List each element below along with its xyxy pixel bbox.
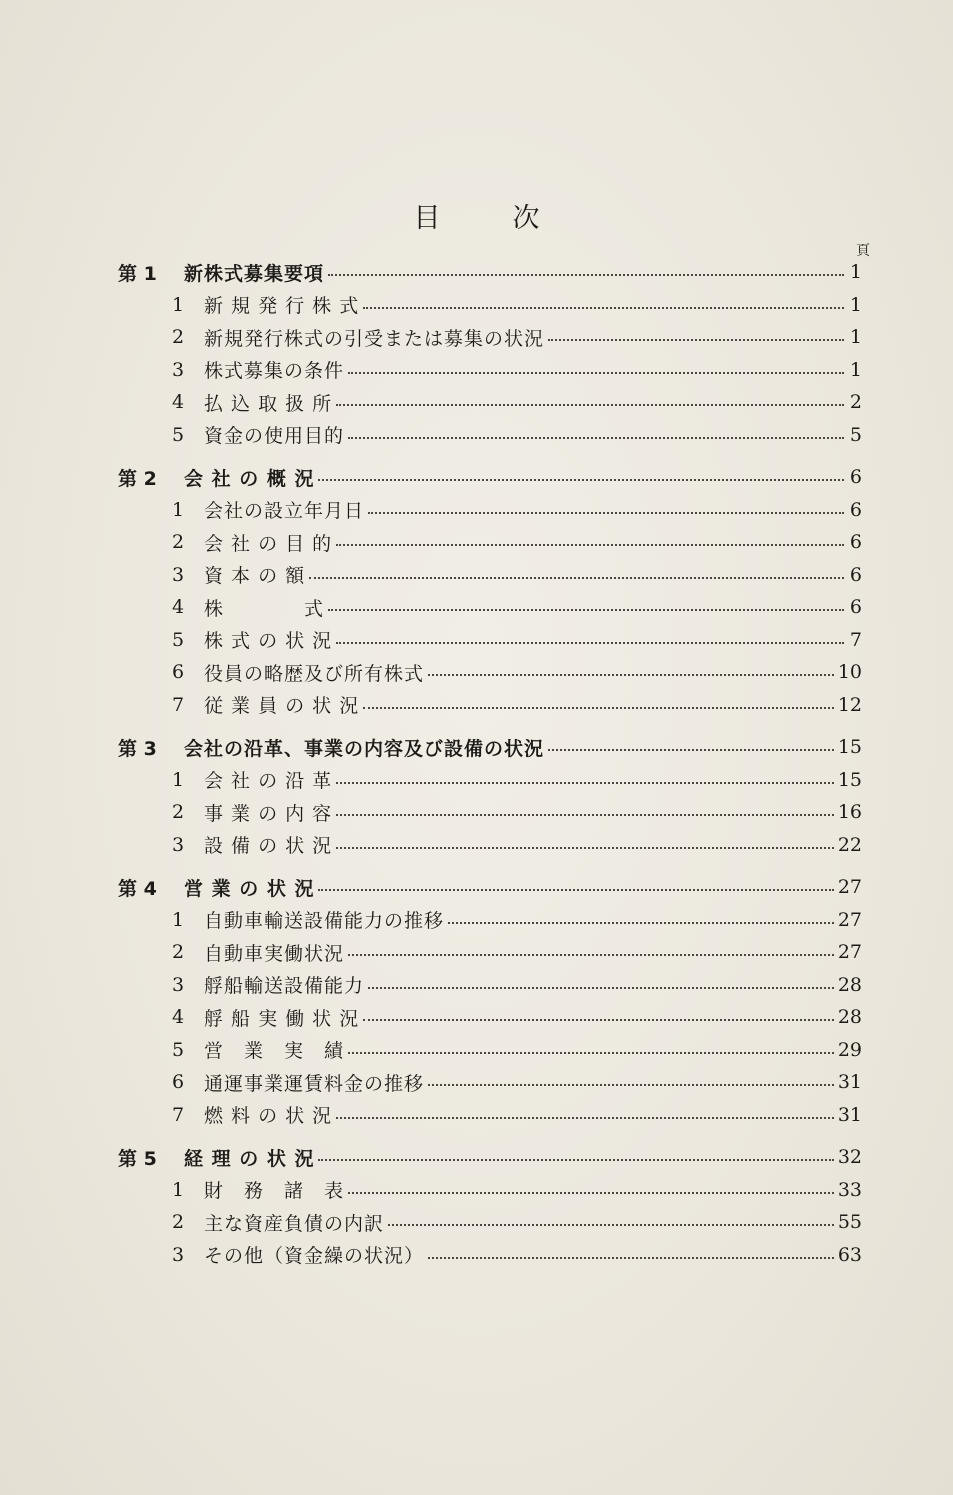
toc-item-2-4[interactable] bbox=[118, 591, 862, 624]
toc-item-3-3[interactable] bbox=[118, 829, 862, 862]
toc-chapter-4[interactable] bbox=[118, 871, 862, 904]
dot-leader bbox=[428, 1257, 834, 1259]
toc-title-char-1: 目 bbox=[413, 203, 441, 234]
dot-leader bbox=[309, 577, 844, 579]
toc-item-5-3[interactable] bbox=[118, 1239, 862, 1272]
dot-leader bbox=[318, 889, 833, 891]
toc-item-1-4-number: 4 bbox=[172, 391, 185, 414]
toc-chapter-5[interactable] bbox=[118, 1141, 862, 1174]
dot-leader bbox=[363, 1019, 834, 1021]
toc-item-5-2[interactable] bbox=[118, 1206, 862, 1239]
toc-item-1-4-label: 払 込 取 扱 所 bbox=[204, 392, 333, 415]
dot-leader bbox=[348, 372, 844, 374]
toc-item-2-6[interactable] bbox=[118, 656, 862, 689]
dot-leader bbox=[548, 339, 844, 341]
toc-item-5-1[interactable] bbox=[118, 1174, 862, 1207]
toc-item-4-5-label: 営 業 実 績 bbox=[204, 1040, 345, 1063]
toc-chapter-2-page-number: 6 bbox=[849, 466, 862, 489]
dot-leader bbox=[368, 512, 844, 514]
dot-leader bbox=[336, 847, 834, 849]
toc-item-4-5[interactable] bbox=[118, 1034, 862, 1067]
toc-item-2-1[interactable] bbox=[118, 494, 862, 527]
dot-leader bbox=[348, 954, 834, 956]
toc-chapter-3[interactable] bbox=[118, 731, 862, 764]
toc-item-4-6-page-number: 31 bbox=[837, 1071, 862, 1094]
toc-item-2-5-page-number: 7 bbox=[849, 628, 862, 651]
toc-item-4-2-number: 2 bbox=[172, 941, 185, 964]
toc-item-2-7-page-number: 12 bbox=[837, 693, 862, 716]
toc-item-5-3-label: その他（資金繰の状況） bbox=[204, 1245, 425, 1268]
toc-chapter-5-label: 経 理 の 状 況 bbox=[184, 1147, 315, 1170]
toc-item-4-3[interactable] bbox=[118, 969, 862, 1002]
toc-item-2-6-number: 6 bbox=[172, 661, 185, 684]
dot-leader bbox=[328, 274, 844, 276]
toc-item-2-7-number: 7 bbox=[172, 693, 185, 716]
toc-item-1-5-page-number: 5 bbox=[849, 423, 862, 446]
dot-leader bbox=[336, 1117, 834, 1119]
toc-item-5-1-label: 財 務 諸 表 bbox=[204, 1180, 345, 1203]
toc-item-5-2-page-number: 55 bbox=[837, 1211, 862, 1234]
toc-item-2-6-label: 役員の略歴及び所有株式 bbox=[204, 662, 425, 685]
dot-leader bbox=[363, 307, 844, 309]
toc-item-1-3[interactable] bbox=[118, 354, 862, 387]
toc-chapter-1[interactable] bbox=[118, 256, 862, 289]
toc-item-3-1-label: 会 社 の 沿 革 bbox=[204, 770, 333, 793]
dot-leader bbox=[328, 609, 844, 611]
toc-item-2-5-number: 5 bbox=[172, 628, 185, 651]
dot-leader bbox=[348, 1052, 834, 1054]
toc-item-4-6[interactable] bbox=[118, 1066, 862, 1099]
dot-leader bbox=[348, 1192, 834, 1194]
toc-item-1-1-number: 1 bbox=[172, 293, 185, 316]
toc-chapter-1-page-number: 1 bbox=[849, 261, 862, 284]
dot-leader bbox=[318, 479, 844, 481]
toc-item-1-2-page-number: 1 bbox=[849, 326, 862, 349]
toc-item-1-2[interactable] bbox=[118, 321, 862, 354]
toc-item-4-6-label: 通運事業運賃料金の推移 bbox=[204, 1072, 425, 1095]
toc-item-2-3-page-number: 6 bbox=[849, 563, 862, 586]
table-of-contents bbox=[118, 256, 862, 1271]
toc-item-4-1-page-number: 27 bbox=[837, 908, 862, 931]
toc-item-5-1-number: 1 bbox=[172, 1178, 185, 1201]
toc-item-1-2-number: 2 bbox=[172, 326, 185, 349]
toc-title bbox=[0, 196, 953, 235]
dot-leader bbox=[336, 814, 834, 816]
toc-item-5-1-page-number: 33 bbox=[837, 1178, 862, 1201]
toc-item-3-1-page-number: 15 bbox=[837, 768, 862, 791]
toc-item-2-2-label: 会 社 の 目 的 bbox=[204, 532, 333, 555]
toc-item-4-3-number: 3 bbox=[172, 973, 185, 996]
dot-leader bbox=[448, 922, 834, 924]
toc-item-2-1-page-number: 6 bbox=[849, 498, 862, 521]
toc-chapter-4-page-number: 27 bbox=[837, 876, 862, 899]
toc-item-2-7[interactable] bbox=[118, 689, 862, 722]
toc-item-4-4-label: 艀 船 実 働 状 況 bbox=[204, 1007, 360, 1030]
toc-item-4-6-number: 6 bbox=[172, 1071, 185, 1094]
toc-item-4-5-page-number: 29 bbox=[837, 1038, 862, 1061]
dot-leader bbox=[368, 987, 834, 989]
toc-item-1-3-label: 株式募集の条件 bbox=[204, 360, 345, 383]
toc-item-4-1-label: 自動車輸送設備能力の推移 bbox=[204, 910, 445, 933]
toc-item-3-1-number: 1 bbox=[172, 768, 185, 791]
toc-item-4-7-label: 燃 料 の 状 況 bbox=[204, 1105, 333, 1128]
toc-item-2-4-label: 株 式 bbox=[204, 597, 325, 620]
toc-item-2-2-number: 2 bbox=[172, 531, 185, 554]
toc-item-4-4-number: 4 bbox=[172, 1006, 185, 1029]
toc-item-3-2[interactable] bbox=[118, 796, 862, 829]
toc-item-4-7[interactable] bbox=[118, 1099, 862, 1132]
toc-item-3-1[interactable] bbox=[118, 764, 862, 797]
toc-item-4-2[interactable] bbox=[118, 936, 862, 969]
page-column-label: 頁 bbox=[856, 243, 870, 259]
toc-item-4-1-number: 1 bbox=[172, 908, 185, 931]
dot-leader bbox=[336, 404, 844, 406]
toc-item-4-5-number: 5 bbox=[172, 1038, 185, 1061]
toc-chapter-4-number: 第 4 bbox=[118, 877, 157, 900]
toc-item-3-3-page-number: 22 bbox=[837, 833, 862, 856]
toc-item-2-5[interactable] bbox=[118, 624, 862, 657]
toc-item-5-3-number: 3 bbox=[172, 1243, 185, 1266]
toc-item-1-3-number: 3 bbox=[172, 358, 185, 381]
dot-leader bbox=[388, 1224, 834, 1226]
toc-item-2-3-number: 3 bbox=[172, 563, 185, 586]
toc-item-4-2-page-number: 27 bbox=[837, 941, 862, 964]
toc-item-1-1-label: 新 規 発 行 株 式 bbox=[204, 295, 360, 318]
toc-chapter-1-label: 新株式募集要項 bbox=[184, 262, 325, 285]
toc-item-1-1[interactable] bbox=[118, 289, 862, 322]
toc-chapter-5-page-number: 32 bbox=[837, 1146, 862, 1169]
toc-item-3-3-label: 設 備 の 状 況 bbox=[204, 835, 333, 858]
toc-chapter-3-page-number: 15 bbox=[837, 736, 862, 759]
toc-item-4-7-number: 7 bbox=[172, 1103, 185, 1126]
toc-item-2-3-label: 資 本 の 額 bbox=[204, 565, 306, 588]
dot-leader bbox=[428, 1084, 834, 1086]
toc-chapter-2-label: 会 社 の 概 況 bbox=[184, 467, 315, 490]
toc-item-1-4-page-number: 2 bbox=[849, 391, 862, 414]
toc-item-4-3-label: 艀船輸送設備能力 bbox=[204, 975, 365, 998]
toc-item-1-2-label: 新規発行株式の引受または募集の状況 bbox=[204, 327, 545, 350]
toc-item-5-3-page-number: 63 bbox=[837, 1243, 862, 1266]
toc-item-5-2-label: 主な資産負債の内訳 bbox=[204, 1212, 385, 1235]
toc-item-4-2-label: 自動車実働状況 bbox=[204, 942, 345, 965]
toc-item-2-7-label: 従 業 員 の 状 況 bbox=[204, 695, 360, 718]
toc-chapter-2-number: 第 2 bbox=[118, 467, 157, 490]
toc-item-2-3[interactable] bbox=[118, 559, 862, 592]
toc-title-char-2: 次 bbox=[512, 203, 540, 234]
toc-item-1-1-page-number: 1 bbox=[849, 293, 862, 316]
toc-item-4-1[interactable] bbox=[118, 904, 862, 937]
toc-item-4-4-page-number: 28 bbox=[837, 1006, 862, 1029]
toc-item-3-3-number: 3 bbox=[172, 833, 185, 856]
toc-item-2-6-page-number: 10 bbox=[837, 661, 862, 684]
toc-chapter-4-label: 営 業 の 状 況 bbox=[184, 877, 315, 900]
dot-leader bbox=[336, 782, 834, 784]
toc-item-2-1-label: 会社の設立年月日 bbox=[204, 500, 365, 523]
toc-item-2-2-page-number: 6 bbox=[849, 531, 862, 554]
toc-item-1-3-page-number: 1 bbox=[849, 358, 862, 381]
toc-item-3-2-page-number: 16 bbox=[837, 801, 862, 824]
toc-item-4-3-page-number: 28 bbox=[837, 973, 862, 996]
dot-leader bbox=[336, 642, 844, 644]
toc-chapter-1-number: 第 1 bbox=[118, 262, 157, 285]
toc-item-3-2-number: 2 bbox=[172, 801, 185, 824]
toc-item-2-4-number: 4 bbox=[172, 596, 185, 619]
dot-leader bbox=[363, 707, 834, 709]
dot-leader bbox=[428, 674, 834, 676]
toc-item-1-5-number: 5 bbox=[172, 423, 185, 446]
toc-chapter-5-number: 第 5 bbox=[118, 1147, 157, 1170]
toc-item-3-2-label: 事 業 の 内 容 bbox=[204, 802, 333, 825]
toc-item-2-1-number: 1 bbox=[172, 498, 185, 521]
toc-item-1-4[interactable] bbox=[118, 386, 862, 419]
toc-chapter-3-label: 会社の沿革、事業の内容及び設備の状況 bbox=[184, 737, 545, 760]
toc-item-1-5-label: 資金の使用目的 bbox=[204, 425, 345, 448]
toc-chapter-3-number: 第 3 bbox=[118, 737, 157, 760]
toc-item-4-4[interactable] bbox=[118, 1001, 862, 1034]
dot-leader bbox=[548, 749, 834, 751]
toc-item-2-5-label: 株 式 の 状 況 bbox=[204, 630, 333, 653]
dot-leader bbox=[336, 544, 844, 546]
toc-item-2-2[interactable] bbox=[118, 526, 862, 559]
toc-item-4-7-page-number: 31 bbox=[837, 1103, 862, 1126]
toc-item-2-4-page-number: 6 bbox=[849, 596, 862, 619]
toc-chapter-2[interactable] bbox=[118, 461, 862, 494]
toc-item-1-5[interactable] bbox=[118, 419, 862, 452]
dot-leader bbox=[348, 437, 844, 439]
toc-item-5-2-number: 2 bbox=[172, 1211, 185, 1234]
dot-leader bbox=[318, 1159, 833, 1161]
